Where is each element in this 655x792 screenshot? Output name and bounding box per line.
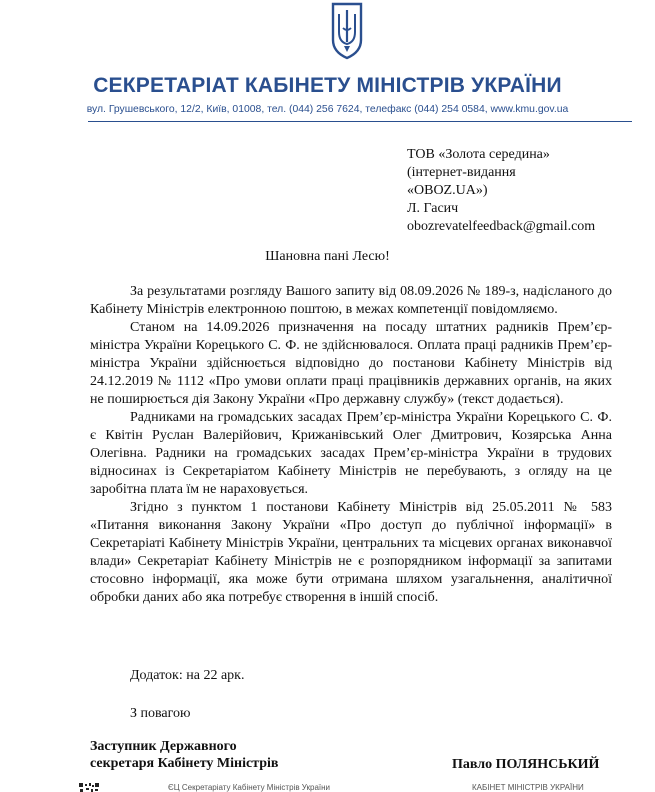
organization-address: вул. Грушевського, 12/2, Київ, 01008, тел. (044) 256 7624, телефакс (044) 254 0584, www.kmu.gov.ua xyxy=(86,104,569,115)
header-divider xyxy=(88,121,632,122)
body-paragraph: Радниками на громадських засадах Прем’єр-міністра України Корецького С. Ф. є Квітін Руслан Валерійович, Крижанівський Олег Дмитрович, Козярська Анна Олегівна. Радники на громадських засадах Прем’єр-міністра України в трудових відносинах із Секретаріатом Кабінету Міністрів не перебувають, з огляду на це заробітна плата їм не нараховується. xyxy=(90,410,612,497)
organization-title: СЕКРЕТАРІАТ КАБІНЕТУ МІНІСТРІВ УКРАЇНИ xyxy=(93,74,562,97)
signer-position-line: секретаря Кабінету Міністрів xyxy=(90,756,279,771)
recipient-line: «OBOZ.UA») xyxy=(407,183,488,198)
signer-position-line: Заступник Державного xyxy=(90,739,237,754)
body-paragraph: За результатами розгляду Вашого запиту від 08.09.2026 № 189-з, надісланого до Кабінету Міністрів електронною поштою, в межах компетенції повідомляємо. xyxy=(90,284,612,317)
closing-phrase: З повагою xyxy=(130,706,191,721)
trident-emblem-icon xyxy=(329,2,365,60)
qr-code-icon xyxy=(79,783,99,792)
attachment-note: Додаток: на 22 арк. xyxy=(130,668,245,683)
body-paragraph: Станом на 14.09.2026 призначення на посаду штатних радників Прем’єр-міністра України Корецького С. Ф. не здійснювалося. Оплата праці радників Прем’єр-міністра України здійснюється відповідно до постанови Кабінету Міністрів від 24.12.2019 № 1112 «Про умови оплати праці працівників державних органів, на яких не поширюється дія Закону України «Про державну службу» (текст додається). xyxy=(90,320,612,407)
recipient-block xyxy=(407,146,595,236)
signer-position xyxy=(90,738,278,772)
recipient-email: obozrevatelfeedback@gmail.com xyxy=(407,219,596,234)
salutation: Шановна пані Лесю! xyxy=(265,249,390,264)
footer-stamp-text: КАБІНЕТ МІНІСТРІВ УКРАЇНИ xyxy=(472,783,584,792)
signer-name: Павло ПОЛЯНСЬКИЙ xyxy=(452,757,600,772)
recipient-line: Л. Гасич xyxy=(407,201,459,216)
recipient-line: (інтернет-видання xyxy=(407,165,516,180)
footer-registry-text: ЄЦ Секретаріату Кабінету Міністрів України xyxy=(168,783,331,792)
body-paragraph: Згідно з пунктом 1 постанови Кабінету Міністрів від 25.05.2011 № 583 «Питання виконання Закону України «Про доступ до публічної інформації» в Секретаріаті Кабінету Міністрів України, центральних та місцевих органах виконавчої влади» Секретаріат Кабінету Міністрів не є розпорядником інформації за запитами стосовно інформації, яка може бути отримана шляхом узагальнення, аналітичної обробки даних або яка потребує створення в іншій спосіб. xyxy=(90,500,612,605)
recipient-line: ТОВ «Золота середина» xyxy=(407,147,550,162)
letter-body xyxy=(90,283,612,607)
